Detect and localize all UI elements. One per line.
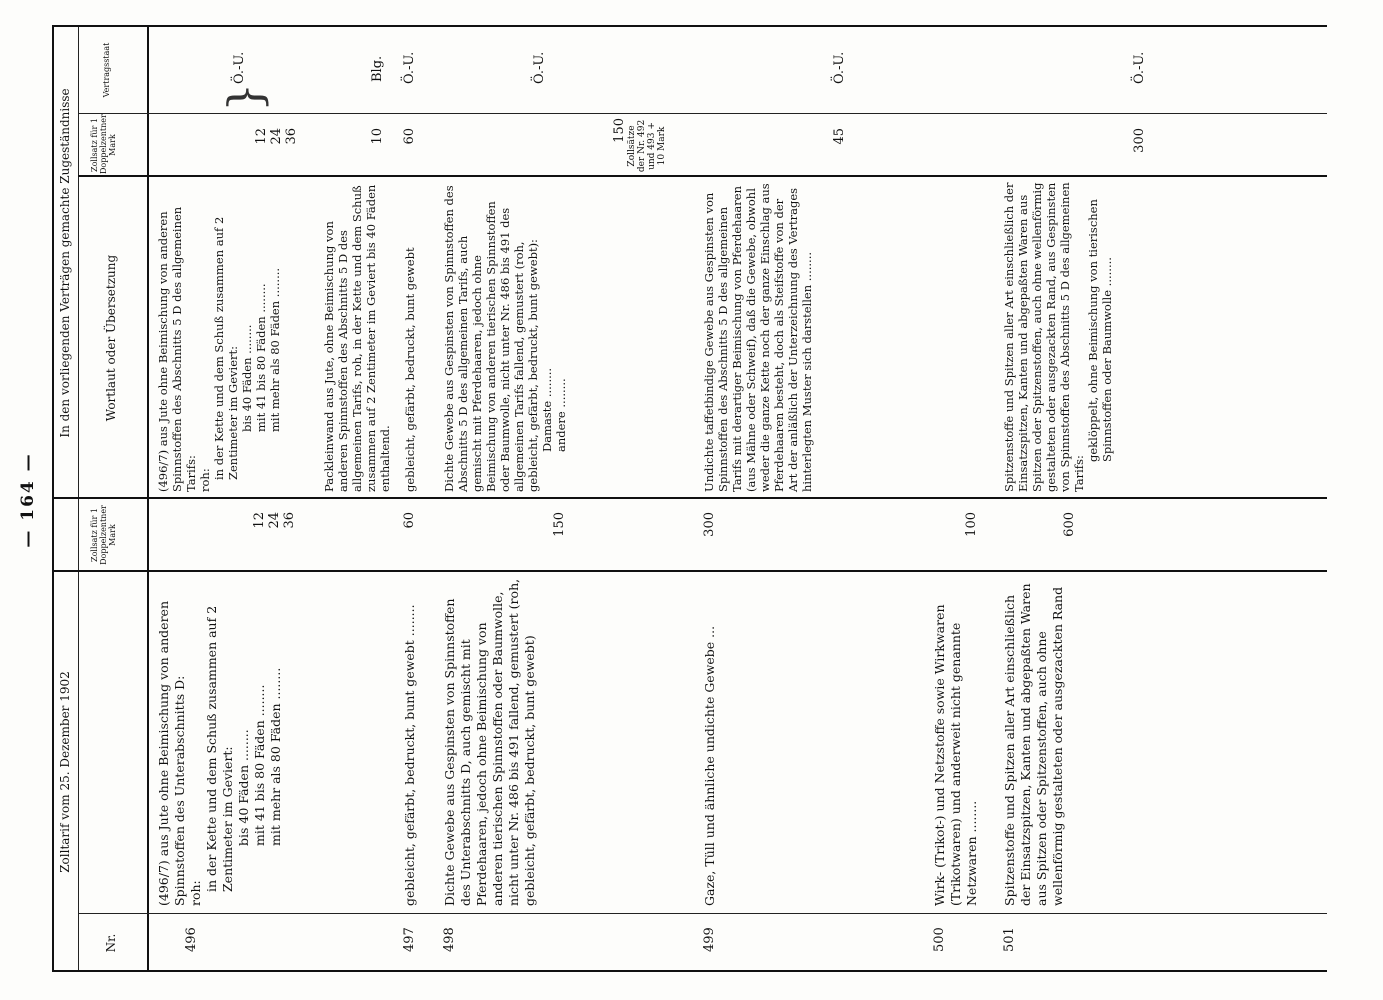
row-497-right-text: gebleicht, gefärbt, bedruckt, bunt gewebt bbox=[403, 247, 417, 492]
header-bottom-rule bbox=[147, 27, 149, 972]
header-rate-right: Zollsatz für 1 Doppelzentner Mark bbox=[90, 114, 117, 174]
header-wording: Wortlaut oder Übersetzung bbox=[104, 254, 118, 422]
header-left-group: Zolltarif vom 25. Dezember 1902 bbox=[58, 671, 72, 873]
row-499-right-rate: 45 bbox=[832, 128, 847, 145]
row-496-left-text: (496/7) aus Jute ohne Beimischung von anderen Spinnstoffen des Unterabschnitts D: roh: in der Kette und dem Schuß zusammen auf 2 Zentimeter im Geviert: bis 40 Fäden ........ mit 41 bis 80 Fäden ........ mit mehr als 80 Fäden ........ bbox=[156, 600, 283, 906]
row-499-state: Ö.-U. bbox=[832, 51, 847, 84]
row-nr-501: 501 bbox=[1002, 927, 1017, 952]
table-right-border bbox=[52, 25, 1327, 27]
row-499-left-text: Gaze, Tüll und ähnliche undichte Gewebe ... bbox=[702, 625, 717, 906]
row-499-left-rate: 300 bbox=[702, 512, 717, 537]
row-501-right-text: Spitzenstoffe und Spitzen aller Art einschließlich der Einsatzspitzen, Kanten und abgepaßten Waren aus Spitzen oder Spitzenstoffen, auch ohne wellenförmig gestalteten oder ausgezackten Rand, aus Gespinsten von Spinnstoffen des Abschnitts 5 D des allgemeinen Tarifs: geklöppelt, ohne Beimischung von tierischen Spinnstoffen oder Baumwolle ........ bbox=[1002, 182, 1114, 492]
row-498-right-text: Dichte Gewebe aus Gespinsten von Spinnstoffen des Abschnitts 5 D des allgemeinen Tarifs, auch gemischt mit Pferdehaaren, jedoch ohne Beimischung von anderen tierischen Spinnstoffen oder Baumwolle, nicht unter Nr. 486 bis 491 des allgemeinen Tarifs fallend, gemustert (roh, gebleicht, gefärbt, bedruckt, bunt gewebt): Damaste ........ andere ........ bbox=[442, 185, 568, 492]
header-rate-left: Zollsatz für 1 Doppelzentner Mark bbox=[90, 505, 117, 565]
col-rule-wording bbox=[78, 175, 1327, 177]
digitization-note bbox=[1363, 10, 1379, 990]
page-number: — 164 — bbox=[18, 452, 38, 548]
header-state: Vertragsstaat bbox=[102, 42, 111, 98]
tariff-table bbox=[52, 27, 1327, 972]
row-496-right-rates: 12 24 36 bbox=[254, 128, 299, 145]
row-501-state: Ö.-U. bbox=[1132, 51, 1147, 84]
row-497-left-text: gebleicht, gefärbt, bedruckt, bunt gewebt ........ bbox=[402, 604, 417, 906]
row-496-left-rates: 12 24 36 bbox=[252, 512, 297, 529]
group-divider bbox=[52, 497, 1327, 499]
row-500-left-rate: 100 bbox=[964, 512, 979, 537]
header-nr: Nr. bbox=[104, 933, 118, 953]
col-rule-nr bbox=[78, 913, 1327, 914]
row-packleinwand-state: Blg. bbox=[370, 55, 385, 82]
row-packleinwand-right-rate: 10 bbox=[370, 128, 385, 145]
col-rule-left-rate bbox=[52, 570, 1327, 572]
row-498-right-rates: 150 Zollsätze der Nr. 492 und 493 + 10 Mark bbox=[612, 118, 667, 173]
row-496-right-text: (496/7) aus Jute ohne Beimischung von anderen Spinnstoffen des Abschnitts 5 D des allgemeinen Tarifs: roh: in der Kette und dem Schuß zusammen auf 2 Zentimeter im Geviert: bis 40 Fäden ........ mit 41 bis 80 Fäden ........ mit mehr als 80 Fäden ........ bbox=[156, 206, 282, 492]
header-right-group: In den vorliegenden Verträgen gemachte Zugeständnisse bbox=[58, 88, 72, 438]
row-nr-500: 500 bbox=[932, 927, 947, 952]
row-498-left-rate: 150 bbox=[552, 512, 567, 537]
row-501-left-rate: 600 bbox=[1062, 512, 1077, 537]
row-499-right-text: Undichte taffetbindige Gewebe aus Gespinsten von Spinnstoffen des Abschnitts 5 D des allgemeinen Tarifs mit derartiger Beimischung von Pferdehaaren (aus Mähne oder Schweif), daß die Gewebe, obwohl weder die ganze Kette noch der ganze Einschlag aus Pferdehaaren besteht, doch als Steifstoffe von der Art der anläßlich der Unterzeichnung des Vertrages hinterlegten Muster sich darstellen ........ bbox=[702, 183, 814, 492]
row-nr-497: 497 bbox=[402, 927, 417, 952]
row-496-state: Ö.-U. bbox=[232, 51, 247, 84]
table-left-border bbox=[52, 970, 1327, 972]
row-501-left-text: Spitzenstoffe und Spitzen aller Art einschließlich der Einsatzspitzen, Kanten und abgepaßten Waren aus Spitzen oder Spitzenstoffen, auch ohne wellenförmig gestalteten oder ausgezackten Rand bbox=[1002, 583, 1065, 906]
row-nr-498: 498 bbox=[442, 927, 457, 952]
row-498-left-text: Dichte Gewebe aus Gespinsten von Spinnstoffen des Unterabschnitts D, auch gemischt mit Pferdehaaren, jedoch ohne Beimischung von anderen tierischen Spinnstoffen oder Baumwolle, nicht unter Nr. 486 bis 491 fallend, gemustert (roh, gebleicht, gefärbt, bedruckt, bunt gewebt) bbox=[442, 578, 537, 906]
row-501-right-rate: 300 bbox=[1132, 128, 1147, 153]
brace-mark: } bbox=[218, 82, 272, 112]
table-top-rule bbox=[52, 27, 54, 972]
row-497-left-rate: 60 bbox=[402, 512, 417, 529]
group-header-rule bbox=[78, 27, 79, 972]
row-nr-496: 496 bbox=[184, 927, 199, 952]
row-500-left-text: Wirk- (Trikot-) und Netzstoffe sowie Wirkwaren (Trikotwaren) und anderweit nicht genannte Netzwaren ........ bbox=[932, 604, 979, 906]
row-497-right-rate: 60 bbox=[402, 128, 417, 145]
row-packleinwand-right-text: Packleinwand aus Jute, ohne Beimischung von anderen Spinnstoffen des Abschnitts 5 D des allgemeinen Tarifs, roh, in der Kette und dem Schuß zusammen auf 2 Zentimeter im Geviert bis 40 Fäden enthaltend. bbox=[322, 184, 392, 492]
col-rule-right-rate bbox=[78, 113, 1327, 114]
row-498-state: Ö.-U. bbox=[532, 51, 547, 84]
row-nr-499: 499 bbox=[702, 927, 717, 952]
row-497-state: Ö.-U. bbox=[402, 51, 417, 84]
